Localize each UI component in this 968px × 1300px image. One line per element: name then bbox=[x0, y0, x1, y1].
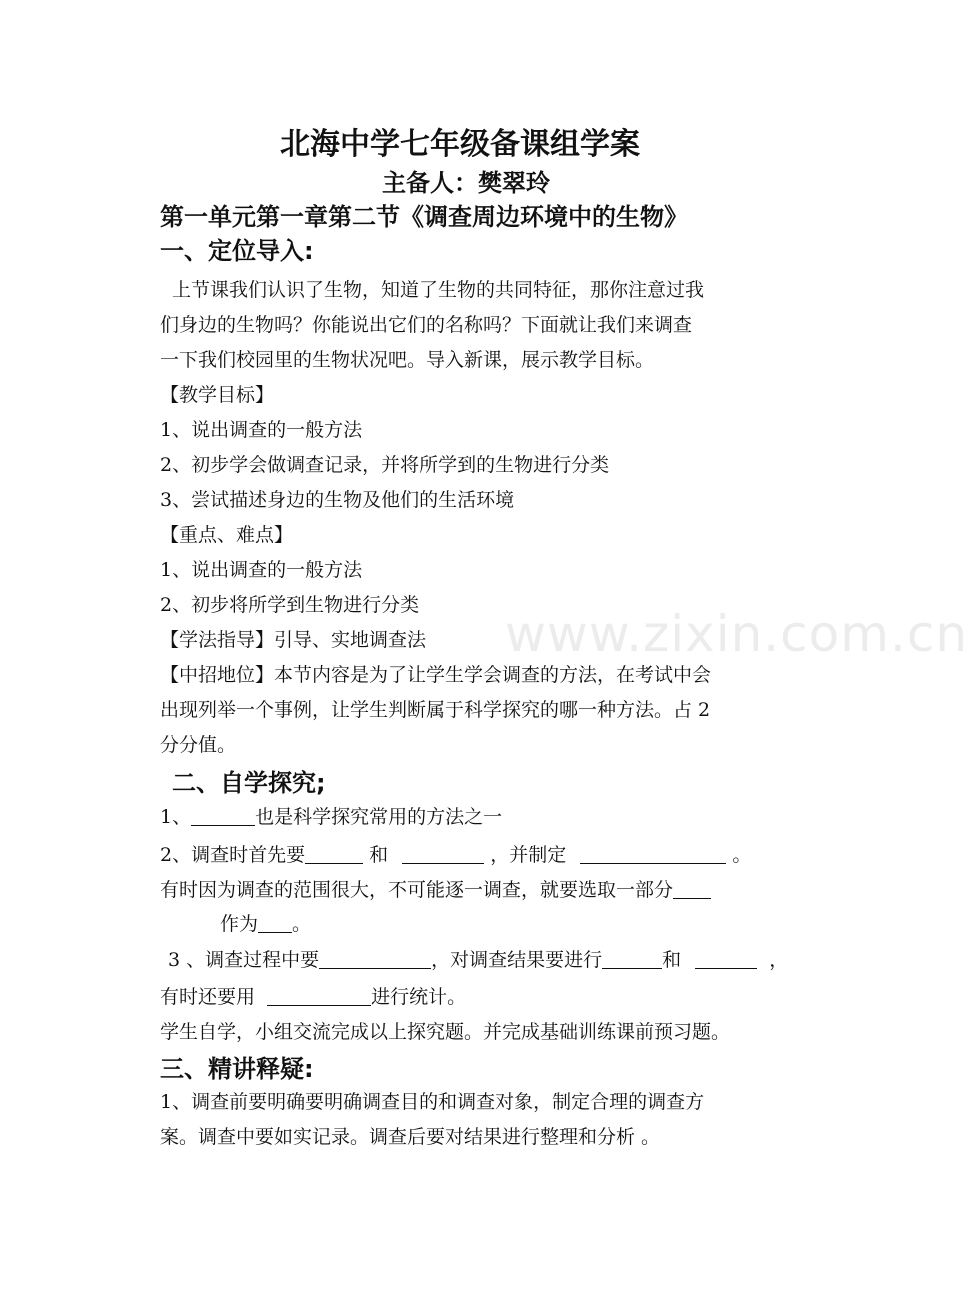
q2b-text: 有时因为调查的范围很大，不可能逐一调查，就要选取一部分 bbox=[160, 879, 674, 901]
q2-prefix: 2、调查时首先要 bbox=[160, 844, 306, 866]
fill-blank bbox=[673, 878, 711, 899]
section1-heading: 一、定位导入: bbox=[160, 237, 314, 265]
q3-end: ， bbox=[769, 949, 789, 971]
section3-heading: 三、精讲释疑: bbox=[160, 1055, 314, 1083]
method-line: 【学法指导】引导、实地调查法 bbox=[160, 629, 427, 651]
q3b-suffix: 进行统计。 bbox=[371, 986, 467, 1008]
fill-blank bbox=[695, 948, 757, 969]
section2-heading: 二、自学探究; bbox=[172, 769, 326, 797]
question-1 bbox=[160, 805, 502, 829]
q1-prefix: 1、 bbox=[160, 806, 192, 828]
question-2 bbox=[160, 843, 751, 867]
goal-item-3: 3、尝试描述身边的生物及他们的生活环境 bbox=[160, 489, 515, 511]
fill-blank bbox=[258, 912, 292, 933]
fill-blank bbox=[305, 843, 363, 864]
fill-blank bbox=[402, 843, 484, 864]
question-3 bbox=[168, 948, 788, 972]
question-2-continued bbox=[160, 878, 711, 902]
keypoints-label: 【重点、难点】 bbox=[160, 524, 294, 546]
fill-blank bbox=[191, 805, 255, 826]
exam-line-3: 分分值。 bbox=[160, 734, 237, 756]
q3b-prefix: 有时还要用 bbox=[160, 986, 256, 1008]
section3-line-2: 案。调查中要如实记录。调查后要对结果进行整理和分析 。 bbox=[160, 1126, 661, 1148]
keypoint-item-1: 1、说出调查的一般方法 bbox=[160, 559, 363, 581]
unit-title: 第一单元第一章第二节《调查周边环境中的生物》 bbox=[160, 203, 688, 231]
fill-blank bbox=[267, 985, 371, 1006]
fill-blank bbox=[319, 948, 431, 969]
q2-end: 。 bbox=[732, 844, 752, 866]
intro-line-3: 一下我们校园里的生物状况吧。导入新课，展示教学目标。 bbox=[160, 349, 655, 371]
goals-label: 【教学目标】 bbox=[160, 384, 275, 406]
self-study-note: 学生自学，小组交流完成以上探究题。并完成基础训练课前预习题。 bbox=[160, 1021, 731, 1043]
q2c-text: 作为 bbox=[220, 913, 259, 935]
q2-mid: ，并制定 bbox=[490, 844, 567, 866]
section3-line-1: 1、调查前要明确要明确调查目的和调查对象，制定合理的调查方 bbox=[160, 1091, 705, 1113]
q3-and: 和 bbox=[662, 949, 682, 971]
goal-item-2: 2、初步学会做调查记录，并将所学到的生物进行分类 bbox=[160, 454, 610, 476]
question-2-tail bbox=[220, 912, 311, 936]
intro-line-1: 上节课我们认识了生物，知道了生物的共同特征，那你注意过我 bbox=[172, 279, 705, 301]
goal-item-1: 1、说出调查的一般方法 bbox=[160, 419, 363, 441]
intro-line-2: 们身边的生物吗？你能说出它们的名称吗？下面就让我们来调查 bbox=[160, 314, 693, 336]
q2c-end: 。 bbox=[292, 913, 312, 935]
keypoint-item-2: 2、初步将所学到生物进行分类 bbox=[160, 594, 420, 616]
watermark: www.zixin.com.cn bbox=[505, 605, 968, 663]
exam-line-2: 出现列举一个事例，让学生判断属于科学探究的哪一种方法。占 2 bbox=[160, 699, 711, 721]
question-3-continued bbox=[160, 985, 466, 1009]
q2-and: 和 bbox=[369, 844, 389, 866]
fill-blank bbox=[602, 948, 662, 969]
fill-blank bbox=[580, 843, 726, 864]
exam-line-1: 【中招地位】本节内容是为了让学生学会调查的方法，在考试中会 bbox=[160, 664, 712, 686]
q3-prefix: 3 、调查过程中要 bbox=[168, 949, 320, 971]
document-author: 主备人：樊翠玲 bbox=[382, 169, 550, 197]
q1-suffix: 也是科学探究常用的方法之一 bbox=[255, 806, 503, 828]
document-title: 北海中学七年级备课组学案 bbox=[280, 127, 640, 162]
q3-mid: ，对调查结果要进行 bbox=[431, 949, 603, 971]
